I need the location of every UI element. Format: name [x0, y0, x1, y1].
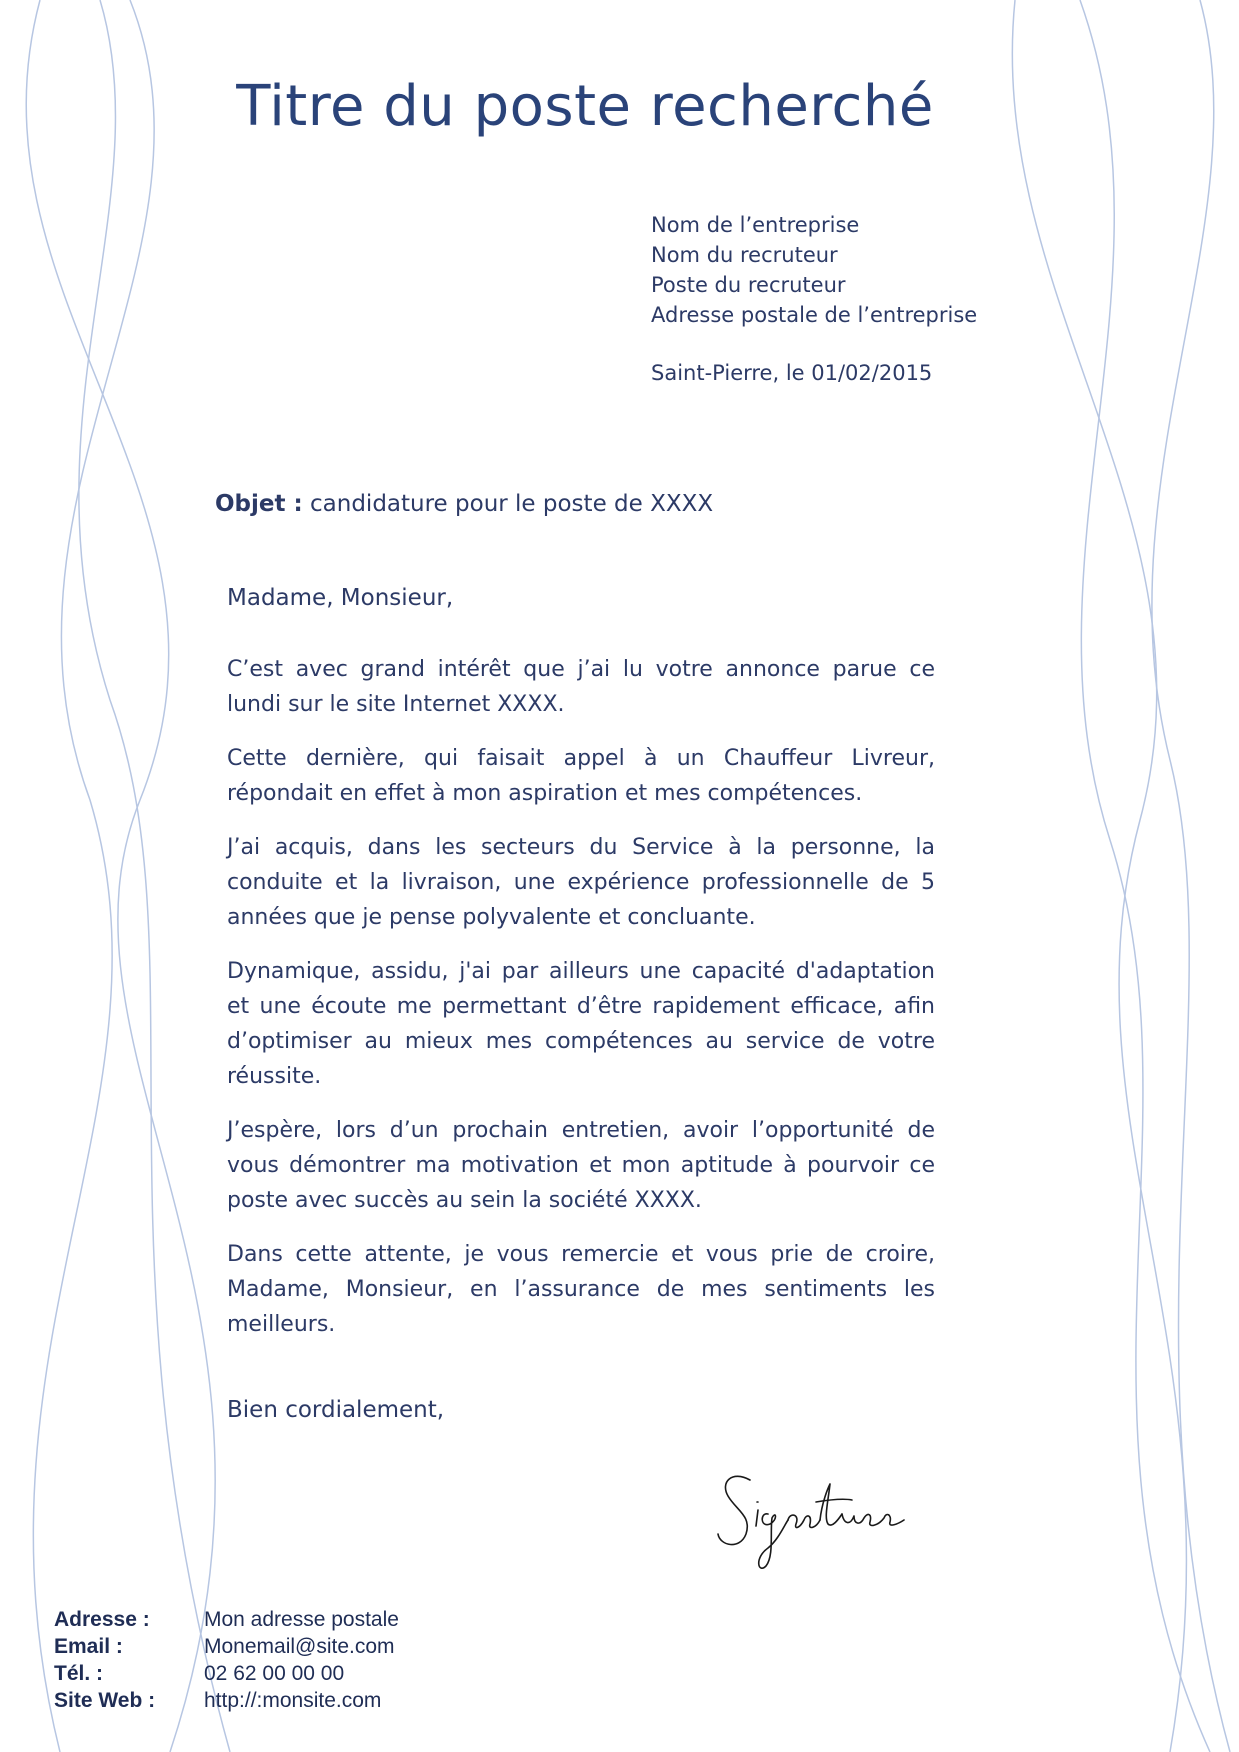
footer-address-label: Adresse :	[54, 1608, 150, 1631]
body-paragraph: C’est avec grand intérêt que j’ai lu votre annonce parue ce lundi sur le site Internet XXXX.	[227, 657, 935, 717]
page-title: Titre du poste recherché	[236, 74, 934, 139]
recipient-address: Adresse postale de l’entreprise	[651, 303, 978, 327]
contact-footer	[54, 1606, 399, 1714]
right-wave-3	[1152, 0, 1230, 1752]
body-paragraph: Cette dernière, qui faisait appel à un Chauffeur Livreur, répondait en effet à mon aspiration et mes compétences.	[227, 746, 935, 806]
subject-line	[215, 491, 713, 517]
body-paragraph: Dynamique, assidu, j'ai par ailleurs une capacité d'adaptation et une écoute me permettant d’être rapidement efficace, afin d’optimiser au mieux mes compétences au service de votre réussite.	[227, 959, 935, 1089]
letter-body	[227, 652, 935, 1361]
recipient-company: Nom de l’entreprise	[651, 213, 860, 237]
left-wave-3	[79, 0, 230, 1752]
recipient-position: Poste du recruteur	[651, 273, 846, 297]
left-wave-1	[26, 0, 215, 1752]
footer-phone-value: 02 62 00 00 00	[204, 1662, 345, 1685]
footer-email-value[interactable]: Monemail@site.com	[204, 1635, 395, 1658]
right-wave-1	[1012, 0, 1186, 1752]
footer-address-value: Mon adresse postale	[204, 1608, 399, 1631]
body-paragraph: Dans cette attente, je vous remercie et vous prie de croire, Madame, Monsieur, en l’assurance de mes sentiments les meilleurs.	[227, 1242, 935, 1337]
body-paragraph: J’ai acquis, dans les secteurs du Service à la personne, la conduite et la livraison, une expérience professionnelle de 5 années que je pense polyvalente et concluante.	[227, 835, 935, 930]
footer-row-website	[54, 1687, 399, 1714]
left-wave-2	[33, 0, 154, 1752]
footer-website-label: Site Web :	[54, 1689, 156, 1712]
subject-label: Objet :	[215, 491, 303, 517]
right-wave-2	[1080, 0, 1210, 1752]
recipient-name: Nom du recruteur	[651, 243, 838, 267]
closing: Bien cordialement,	[227, 1397, 445, 1423]
footer-row-phone	[54, 1660, 399, 1687]
subject-text: candidature pour le poste de XXXX	[310, 491, 714, 517]
body-paragraph: J’espère, lors d’un prochain entretien, avoir l’opportunité de vous démontrer ma motivation et mon aptitude à pourvoir ce poste avec succès au sein la société XXXX.	[227, 1118, 935, 1213]
footer-row-email	[54, 1633, 399, 1660]
footer-row-address	[54, 1606, 399, 1633]
date-line: Saint-Pierre, le 01/02/2015	[651, 361, 933, 385]
footer-phone-label: Tél. :	[54, 1662, 104, 1685]
signature-image	[712, 1462, 912, 1580]
recipient-block	[651, 210, 977, 330]
footer-email-label: Email :	[54, 1635, 123, 1658]
footer-website-value[interactable]: http://:monsite.com	[204, 1689, 382, 1712]
salutation: Madame, Monsieur,	[227, 585, 454, 611]
